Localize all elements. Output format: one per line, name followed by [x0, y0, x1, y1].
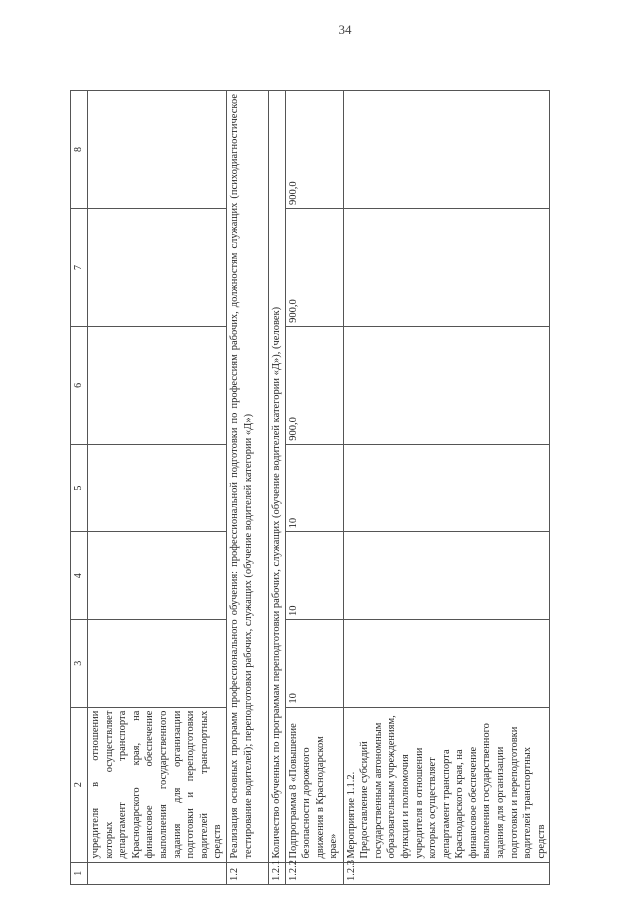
table-row: [88, 91, 227, 885]
header-cell: 1: [71, 862, 88, 884]
cell-description: Мероприятие 1.1.2. Предоставление субсидий государственным автономным образовательным учреждениям, функции и полномочия учредителя в отношении которых осуществляет департамент транспорта Краснодарского края, на финансовое обеспечение выполнения государственного задания для организации подготовки и переподготовки водителей транспортных средств: [343, 707, 550, 862]
cell-number: 1.2.3: [343, 862, 550, 884]
cell-number: 1.2: [226, 862, 268, 884]
header-cell: 6: [71, 326, 88, 444]
cell-description: Подпрограмма 8 «Повышение безопасности дорожного движения в Краснодарском крае»: [285, 707, 343, 862]
cell-spanning-text: Реализация основных программ профессионального обучения: профессиональной подготовки по профессиям рабочих, должностям служащих (психодиагностическое тестирование водителей); переподготовки рабочих, служащих (обучение водителей категории «Д»): [226, 91, 268, 863]
cell-description: учредителя в отношении которых осуществляет департамент транспорта Краснодарского края, на финансовое обеспечение выполнения государственного задания для организации подготовки и переподготовки водителей транспортных средств: [88, 707, 227, 862]
cell-number: 1.2.1: [268, 862, 285, 884]
cell-value: 900,0: [285, 326, 343, 444]
header-cell: 4: [71, 532, 88, 620]
table-row: [268, 91, 285, 885]
header-cell: 8: [71, 91, 88, 209]
cell-value: 10: [285, 619, 343, 707]
table-row: [343, 91, 550, 885]
header-cell: 5: [71, 444, 88, 532]
data-table: [70, 90, 550, 885]
landscape-table: [70, 90, 547, 885]
header-cell: 2: [71, 707, 88, 862]
cell-value: 900,0: [285, 91, 343, 209]
header-cell: 3: [71, 619, 88, 707]
table-row: [226, 91, 268, 885]
cell-value: 900,0: [285, 208, 343, 326]
table-row: [285, 91, 343, 885]
cell-number: 1.2.2: [285, 862, 343, 884]
rotated-table-area: [70, 90, 547, 885]
header-cell: 7: [71, 208, 88, 326]
header-row: [71, 91, 88, 885]
cell-spanning-text: Количество обученных по программам переподготовки рабочих, служащих (обучение водителей категории «Д»), (человек): [268, 91, 285, 863]
page-number: 34: [338, 22, 352, 37]
cell-value: 10: [285, 444, 343, 532]
cell-value: 10: [285, 532, 343, 620]
